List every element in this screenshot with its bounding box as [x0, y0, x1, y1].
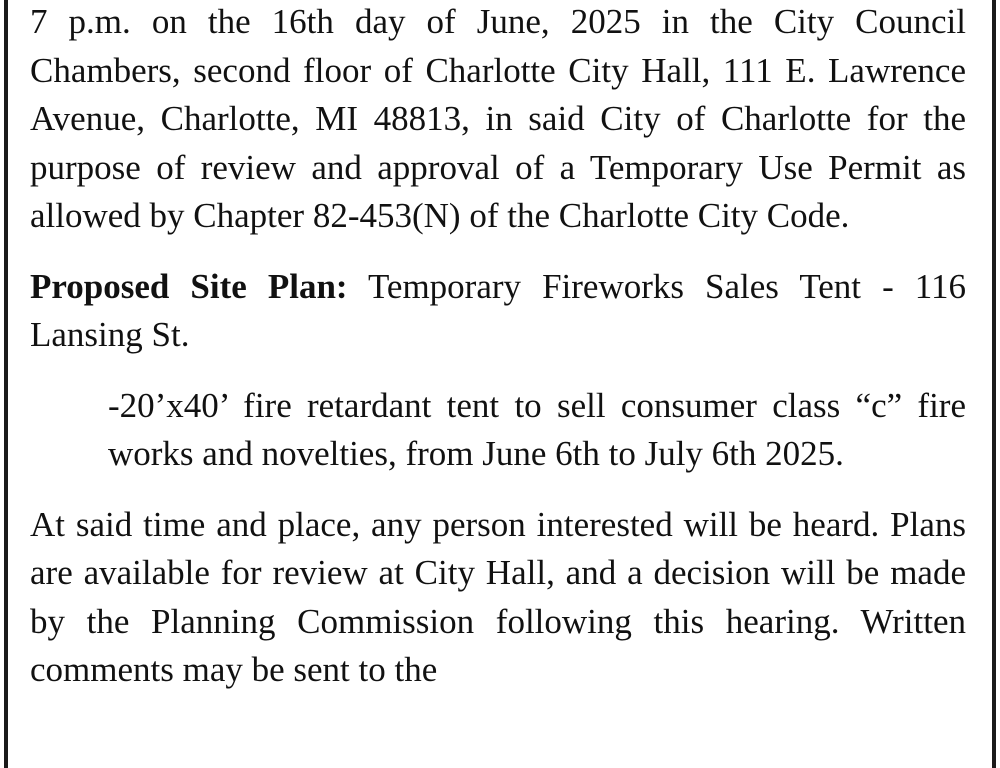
site-plan-paragraph	[30, 263, 966, 360]
site-plan-label: Proposed Site Plan:	[30, 266, 348, 306]
closing-paragraph: At said time and place, any person interested will be heard. Plans are available for review at City Hall, and a decision will be made by the Planning Commission following this hearing. Written comments may be sent to the	[30, 504, 966, 689]
public-notice	[4, 0, 996, 768]
tent-details-paragraph: -20’x40’ fire retardant tent to sell consumer class “c” fire works and novelties, from June 6th to July 6th 2025.	[108, 385, 966, 473]
hearing-details-paragraph: 7 p.m. on the 16th day of June, 2025 in the City Council Chambers, second floor of Charlotte City Hall, 111 E. Lawrence Avenue, Charlotte, MI 48813, in said City of Charlotte for the purpose of review and approval of a Temporary Use Permit as allowed by Chapter 82-453(N) of the Charlotte City Code.	[30, 2, 966, 235]
site-plan-text: Temporary Fireworks Sales Tent - 116 Lansing St.	[30, 266, 966, 354]
